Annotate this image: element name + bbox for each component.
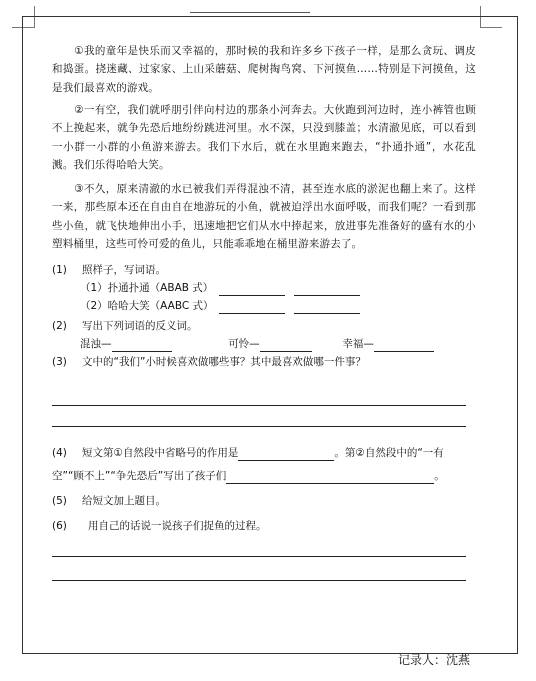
- question-4-text-d: 。: [434, 470, 445, 482]
- antonym-word-2: 可怜—: [228, 338, 260, 350]
- answer-blank-2-2[interactable]: [260, 339, 312, 352]
- question-1b-text: （2）哈哈大笑（AABC 式）: [80, 300, 214, 312]
- question-2-antonyms: [80, 336, 434, 352]
- answer-line-6-1[interactable]: [52, 556, 466, 557]
- paragraph-1: [52, 42, 476, 97]
- answer-blank-1a-2[interactable]: [294, 283, 360, 296]
- answer-blank-2-1[interactable]: [112, 339, 172, 352]
- question-2: [52, 318, 198, 334]
- paragraph-1-text: ①我的童年是快乐而又幸福的，那时候的我和许多乡下孩子一样，是那么贪玩、调皮和捣蛋。挠迷藏、过家家、上山采蘑菇、爬树掏鸟窝、下河摸鱼……特别是下河摸鱼，这是我们最喜欢的游戏。: [52, 45, 476, 94]
- question-3-number: (3): [52, 356, 67, 368]
- question-1a-text: （1）扑通扑通（ABAB 式）: [80, 282, 214, 294]
- answer-line-6-2[interactable]: [52, 580, 466, 581]
- question-2-text: 写出下列词语的反义词。: [82, 320, 198, 332]
- header-rule: [190, 12, 310, 13]
- answer-blank-4-2[interactable]: [226, 471, 434, 484]
- question-4-number: (4): [52, 447, 67, 459]
- recorder-footer: 记录人：沈燕: [397, 653, 470, 667]
- answer-line-3-1[interactable]: [52, 405, 466, 406]
- answer-blank-1b-1[interactable]: [219, 301, 285, 314]
- question-1-number: (1): [52, 264, 67, 276]
- paragraph-2-text: ②一有空，我们就呼朋引伴向村边的那条小河奔去。大伙跑到河边时，连小裤管也顾不上挽起来，就争先恐后地纷纷跳进河里。水不深，只没到膝盖；水清澈见底，可以看到一小群一小群的小鱼游来游去。我们下水后，就在水里跑来跑去，“扑通扑通”，水花乱溅。我们乐得哈哈大笑。: [52, 104, 476, 172]
- question-6-number: (6): [52, 520, 67, 532]
- question-3-text: 文中的“我们”小时候喜欢做哪些事？其中最喜欢做哪一件事？: [82, 356, 366, 368]
- question-3: [52, 354, 366, 370]
- antonym-word-1: 混浊—: [80, 338, 112, 350]
- question-1: [52, 262, 166, 278]
- question-4-text-a: 短文第①自然段中省略号的作用是: [82, 447, 239, 459]
- question-1b: [80, 298, 360, 314]
- answer-blank-1a-1[interactable]: [219, 283, 285, 296]
- answer-blank-4-1[interactable]: [238, 448, 334, 461]
- question-1-text: 照样子，写词语。: [82, 264, 166, 276]
- question-4-text-c: 空”“顾不上”“争先恐后”写出了孩子们: [52, 470, 227, 482]
- paragraph-3: [52, 180, 476, 254]
- question-4-line-1: [52, 445, 444, 461]
- answer-blank-2-3[interactable]: [374, 339, 434, 352]
- paragraph-3-text: ③不久，原来清澈的水已被我们弄得混浊不清，甚至连水底的淤泥也翻上来了。这样一来，那些原本还在自由自在地游玩的小鱼，就被迫浮出水面呼吸，而我们呢？一看到那些小鱼，就飞快地伸出小手，迅速地把它们从水中捧起来，放进事先准备好的盛有水的小塑料桶里，这些可怜可爱的鱼儿，只能乖乖地在桶里游来游去了。: [52, 183, 476, 251]
- question-5-number: (5): [52, 495, 67, 507]
- question-5-text: 给短文加上题目。: [82, 495, 166, 507]
- question-1a: [80, 280, 360, 296]
- question-4-line-2: [52, 468, 445, 484]
- question-6: [52, 518, 267, 534]
- question-6-text: 用自己的话说一说孩子们捉鱼的过程。: [88, 520, 267, 532]
- paragraph-2: [52, 101, 476, 175]
- answer-line-3-2[interactable]: [52, 426, 466, 427]
- answer-blank-1b-2[interactable]: [294, 301, 360, 314]
- question-5: [52, 493, 166, 509]
- antonym-word-3: 幸福—: [342, 338, 374, 350]
- question-2-number: (2): [52, 320, 67, 332]
- question-4-text-b: 。第②自然段中的“一有: [334, 447, 444, 459]
